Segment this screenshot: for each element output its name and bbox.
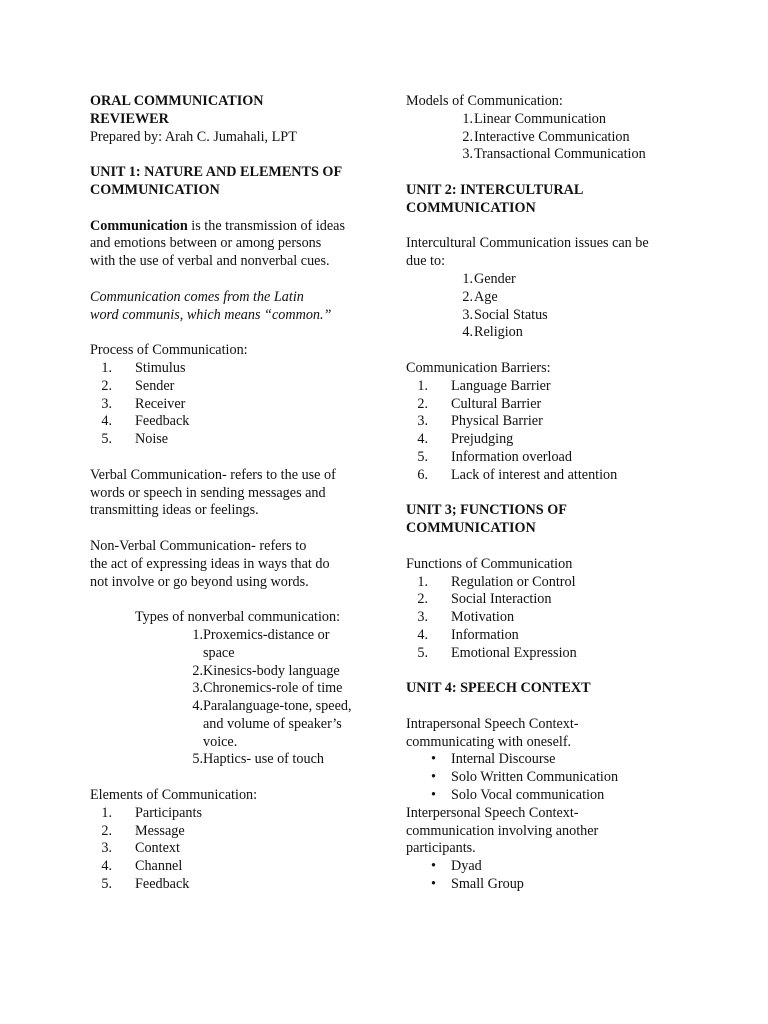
issue-item-text: Religion	[474, 324, 523, 341]
process-item-text: Sender	[135, 377, 175, 394]
nonverbal-type-item-text: Chronemics-role of time	[203, 680, 343, 697]
unit1-heading-line-2: COMMUNICATION	[90, 181, 220, 198]
nonverbal-type-marker: 1.	[192, 626, 203, 643]
element-item-text: Participants	[135, 804, 202, 821]
element-item	[90, 840, 375, 858]
nonverbal-type-marker: 3.	[192, 680, 203, 697]
model-item	[406, 129, 696, 147]
function-item-text: Information	[451, 626, 519, 643]
nonverbal-type-marker: 4.	[192, 698, 203, 715]
model-marker: 3.	[462, 146, 473, 163]
barrier-marker: 3.	[417, 413, 428, 430]
nonverbal-type-item-text: Kinesics-body language	[203, 662, 340, 679]
barrier-item	[406, 449, 696, 467]
function-marker: 5.	[417, 644, 428, 661]
nonverbal-line-1: Non-Verbal Communication- refers to	[90, 537, 307, 554]
element-marker: 4.	[101, 858, 112, 875]
interpersonal-line-3: participants.	[406, 840, 476, 857]
process-marker: 4.	[101, 413, 112, 430]
verbal-line-3: transmitting ideas or feelings.	[90, 502, 259, 519]
nonverbal-type-item-text: Paralanguage-tone, speed,	[203, 698, 352, 715]
issue-marker: 4.	[462, 324, 473, 341]
issue-item-text: Social Status	[474, 306, 548, 323]
process-marker: 3.	[101, 395, 112, 412]
nonverbal-line-2: the act of expressing ideas in ways that do	[90, 555, 330, 572]
model-item-text: Linear Communication	[474, 110, 606, 127]
issues-line-1: Intercultural Communication issues can be	[406, 235, 649, 252]
barriers-list	[406, 378, 696, 485]
barrier-marker: 1.	[417, 377, 428, 394]
function-item	[406, 627, 696, 645]
model-item	[406, 146, 696, 164]
intrapersonal-item	[406, 751, 696, 769]
model-marker: 1.	[462, 110, 473, 127]
interpersonal-marker: •	[431, 876, 436, 893]
process-marker: 5.	[101, 431, 112, 448]
model-item	[406, 111, 696, 129]
barrier-marker: 4.	[417, 431, 428, 448]
process-item	[90, 378, 375, 396]
definition-term: Communication	[90, 217, 188, 234]
issue-marker: 1.	[462, 270, 473, 287]
nonverbal-type-item	[90, 627, 375, 663]
unit3-heading-line-1: UNIT 3; FUNCTIONS OF	[406, 502, 567, 519]
intrapersonal-item-text: Solo Vocal communication	[451, 787, 605, 804]
process-marker: 2.	[101, 377, 112, 394]
intrapersonal-line-2: communicating with oneself.	[406, 733, 572, 750]
element-item	[90, 805, 375, 823]
function-item-text: Social Interaction	[451, 591, 552, 608]
element-item	[90, 823, 375, 841]
barrier-marker: 5.	[417, 448, 428, 465]
models-heading: Models of Communication:	[406, 93, 563, 109]
elements-heading: Elements of Communication:	[90, 787, 258, 804]
function-item	[406, 574, 696, 592]
barrier-item-text: Prejudging	[451, 431, 514, 448]
nonverbal-types-heading: Types of nonverbal communication:	[135, 609, 341, 626]
left-column	[90, 93, 375, 894]
function-item	[406, 609, 696, 627]
element-marker: 3.	[101, 840, 112, 857]
element-item-text: Feedback	[135, 876, 190, 893]
nonverbal-type-item	[90, 680, 375, 698]
unit2-heading-line-1: UNIT 2: INTERCULTURAL	[406, 181, 584, 198]
issue-item	[406, 271, 696, 289]
function-item	[406, 591, 696, 609]
interpersonal-marker: •	[431, 858, 436, 875]
definition-rest: is the transmission of ideas	[187, 217, 345, 234]
element-item	[90, 876, 375, 894]
barrier-item-text: Cultural Barrier	[451, 395, 542, 412]
barrier-item-text: Lack of interest and attention	[451, 466, 618, 483]
element-item-text: Channel	[135, 858, 183, 875]
process-marker: 1.	[101, 359, 112, 376]
process-item	[90, 360, 375, 378]
intrapersonal-item	[406, 769, 696, 787]
model-item-text: Interactive Communication	[474, 128, 630, 145]
element-marker: 1.	[101, 804, 112, 821]
issue-item-text: Gender	[474, 270, 516, 287]
interpersonal-line-2: communication involving another	[406, 822, 599, 839]
prepared-by: Prepared by: Arah C. Jumahali, LPT	[90, 128, 297, 145]
barrier-item	[406, 378, 696, 396]
intrapersonal-line-1: Intrapersonal Speech Context-	[406, 715, 579, 732]
unit3-heading-line-2: COMMUNICATION	[406, 520, 536, 537]
barrier-item	[406, 467, 696, 485]
issues-line-2: due to:	[406, 253, 446, 270]
element-item	[90, 858, 375, 876]
issue-item	[406, 289, 696, 307]
barrier-item	[406, 431, 696, 449]
definition-line-3: with the use of verbal and nonverbal cues.	[90, 253, 330, 270]
issue-marker: 3.	[462, 306, 473, 323]
function-item-text: Regulation or Control	[451, 573, 576, 590]
process-list	[90, 360, 375, 449]
process-heading: Process of Communication:	[90, 342, 248, 359]
function-marker: 2.	[417, 591, 428, 608]
issue-marker: 2.	[462, 288, 473, 305]
nonverbal-type-item-text: and volume of speaker’s	[203, 715, 342, 732]
intrapersonal-marker: •	[431, 769, 436, 786]
process-item	[90, 413, 375, 431]
doc-title-line-1: ORAL COMMUNICATION	[90, 93, 264, 109]
elements-list	[90, 805, 375, 894]
barrier-item	[406, 413, 696, 431]
interpersonal-list	[406, 858, 696, 894]
doc-title-line-2: REVIEWER	[90, 110, 169, 127]
latin-origin-line-1: Communication comes from the Latin	[90, 288, 304, 305]
process-item	[90, 396, 375, 414]
function-marker: 3.	[417, 609, 428, 626]
barriers-heading: Communication Barriers:	[406, 359, 551, 376]
element-item-text: Message	[135, 822, 185, 839]
verbal-line-2: words or speech in sending messages and	[90, 484, 326, 501]
intrapersonal-item-text: Solo Written Communication	[451, 769, 619, 786]
process-item-text: Noise	[135, 431, 169, 448]
issues-list	[406, 271, 696, 342]
nonverbal-type-item-text: Haptics- use of touch	[203, 751, 324, 768]
nonverbal-type-item	[90, 698, 375, 751]
intrapersonal-marker: •	[431, 787, 436, 804]
verbal-line-1: Verbal Communication- refers to the use of	[90, 466, 336, 483]
barrier-marker: 6.	[417, 466, 428, 483]
interpersonal-item	[406, 858, 696, 876]
interpersonal-item	[406, 876, 696, 894]
function-item-text: Motivation	[451, 609, 515, 626]
functions-heading: Functions of Communication	[406, 555, 573, 572]
barrier-item-text: Physical Barrier	[451, 413, 543, 430]
unit1-heading-line-1: UNIT 1: NATURE AND ELEMENTS OF	[90, 164, 343, 181]
element-marker: 5.	[101, 876, 112, 893]
element-item-text: Context	[135, 840, 180, 857]
function-item	[406, 645, 696, 663]
issue-item-text: Age	[474, 288, 498, 305]
function-marker: 4.	[417, 626, 428, 643]
definition-line-2: and emotions between or among persons	[90, 235, 322, 252]
intrapersonal-marker: •	[431, 751, 436, 768]
function-marker: 1.	[417, 573, 428, 590]
nonverbal-types-list	[90, 627, 375, 769]
element-marker: 2.	[101, 822, 112, 839]
nonverbal-type-item	[90, 663, 375, 681]
function-item-text: Emotional Expression	[451, 644, 577, 661]
nonverbal-type-marker: 2.	[192, 662, 203, 679]
right-column	[406, 93, 696, 894]
issue-item	[406, 324, 696, 342]
intrapersonal-list	[406, 751, 696, 804]
interpersonal-line-1: Interpersonal Speech Context-	[406, 804, 579, 821]
issue-item	[406, 307, 696, 325]
nonverbal-line-3: not involve or go beyond using words.	[90, 573, 309, 590]
intrapersonal-item-text: Internal Discourse	[451, 751, 556, 768]
nonverbal-type-item	[90, 751, 375, 769]
nonverbal-type-item-text: Proxemics-distance or	[203, 626, 330, 643]
functions-list	[406, 574, 696, 663]
model-marker: 2.	[462, 128, 473, 145]
interpersonal-item-text: Small Group	[451, 876, 524, 893]
intrapersonal-item	[406, 787, 696, 805]
process-item-text: Stimulus	[135, 359, 186, 376]
nonverbal-type-marker: 5.	[192, 751, 203, 768]
process-item-text: Feedback	[135, 413, 190, 430]
nonverbal-type-item-text: space	[203, 644, 235, 661]
unit4-heading: UNIT 4: SPEECH CONTEXT	[406, 680, 591, 697]
nonverbal-type-item-text: voice.	[203, 733, 238, 750]
interpersonal-item-text: Dyad	[451, 858, 482, 875]
barrier-item-text: Language Barrier	[451, 377, 551, 394]
process-item	[90, 431, 375, 449]
process-item-text: Receiver	[135, 395, 186, 412]
unit2-heading-line-2: COMMUNICATION	[406, 199, 536, 216]
latin-origin-line-2: word communis, which means “common.”	[90, 306, 332, 323]
definition-line-1	[90, 218, 375, 236]
models-list	[406, 111, 696, 164]
barrier-marker: 2.	[417, 395, 428, 412]
barrier-item	[406, 396, 696, 414]
barrier-item-text: Information overload	[451, 448, 572, 465]
model-item-text: Transactional Communication	[474, 146, 646, 163]
